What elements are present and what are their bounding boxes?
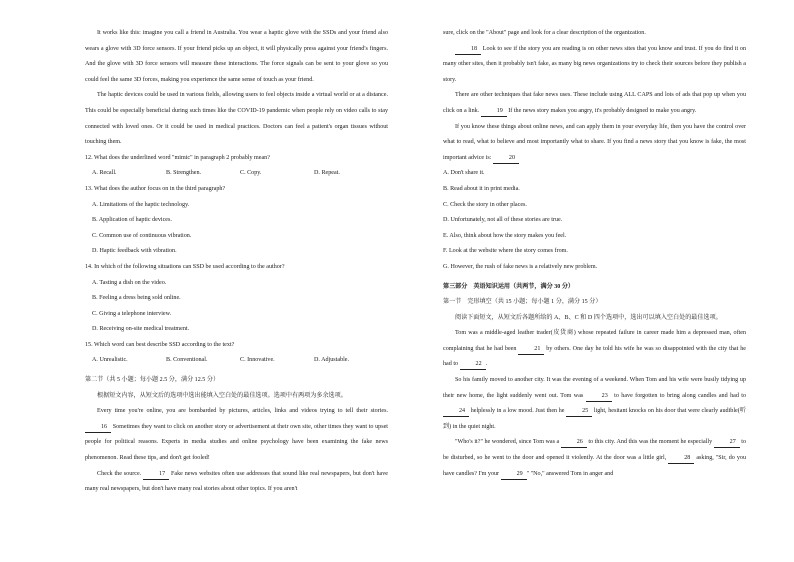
passage-paragraph: Every time you're online, you are bombarded by pictures, articles, links and videos trying to tell their stories. 16 Sometimes they want to click on another story or advertisement at their own site, other times they want to upset people for political reasons. Experts in media studies and online psychology have been examining the fake news phenomenon. Read these tips, and don't get fooled! (85, 408, 389, 462)
option-c: C. Common use of continuous vibration. (92, 232, 192, 239)
option-b: B. Application of haptic devices. (92, 217, 172, 224)
option-b: B. Conventional. (166, 357, 208, 364)
option-item: C. Check the story in other places. (443, 201, 527, 208)
question-12 (85, 151, 388, 182)
option-a: A. Tasting a dish on the video. (92, 279, 167, 286)
option-d: D. Repeat. (314, 170, 340, 177)
option-d: D. Receiving on-site medical treatment. (92, 326, 190, 333)
question-13 (85, 182, 388, 260)
option-item: D. Unfortunately, not all of these stories are true. (443, 217, 563, 224)
passage-paragraph: 18 Look to see if the story you are reading is on other news sites that you know and trust. If you do find it on many other sites, then it probably isn't fake, as many big news organizations try to check their sources before they publish a story. (443, 45, 746, 83)
option-d: D. Haptic feedback with vibration. (92, 248, 177, 255)
option-c: C. Copy. (240, 170, 262, 177)
cloze-paragraph: "Who's it?" he wondered, since Tom was a 26 to this city. And this was the moment he especially 27 to be disturbed, so he went to the door and opened it violently. At the door was a little girl, 28 asking, "Sir, do you have candles? I'm your 29 " "No," answered Tom in anger and (443, 435, 746, 482)
section-title: 第一节 完形填空（共 15 小题；每小题 1 分，满分 15 分） (443, 299, 602, 306)
passage-paragraph: There are other techniques that fake news uses. These include using ALL CAPS and lots of ads that pop up when you click on a link. 19 If the news story makes you angry, it's probably designed to make you angry. (443, 88, 746, 119)
option-b: B. Strengthen. (166, 170, 202, 177)
blank-16: 16 (85, 423, 111, 433)
blank-27: 27 (714, 438, 740, 448)
option-c: C. Innovative. (240, 357, 275, 364)
blank-18: 18 (455, 45, 481, 55)
question-stem: 15. Which word can best describe SSD according to the text? (85, 341, 235, 348)
section-instructions: 根据短文内容，从短文后的选项中选出能填入空白处的最佳选项。选项中有两项为多余选项。 (97, 392, 347, 399)
blank-25: 25 (566, 407, 592, 417)
option-d: D. Adjustable. (314, 357, 350, 364)
passage-paragraph: Check the source. 17 Fake news websites often use addresses that sound like real newspapers, but don't have many real newspapers, but don't have many real stories about other topics. If you aren't (85, 470, 388, 493)
option-item: B. Read about it in print media. (443, 185, 520, 192)
question-options (85, 353, 388, 369)
option-item: F. Look at the website where the story comes from. (443, 248, 568, 255)
part-title: 第三部分 英语知识运用（共两节，满分 30 分） (443, 283, 575, 290)
option-list (443, 166, 746, 275)
blank-23: 23 (586, 392, 612, 402)
question-15 (85, 338, 388, 369)
option-c: C. Giving a telephone interview. (92, 310, 172, 317)
blank-26: 26 (561, 438, 587, 448)
option-item: G. However, the rush of fake news is a relatively new problem. (443, 263, 598, 270)
option-item: E. Also, think about how the story makes you feel. (443, 232, 567, 239)
cloze-paragraph: So his family moved to another city. It was the evening of a weekend. When Tom and his wife were busily tidying up their new home, the light suddenly went out. Tom was 23 to have forgotten to bring along candles and had to 24 helplessly in a low mood. Just then he 25 light, hesitant knocks on his door that were clearly audible(听到) in the quiet night. (443, 377, 747, 430)
passage-paragraph: If you know these things about online news, and can apply them in your everyday life, then you have the control over what to read, what to believe and most importantly what to share. If you find a news story that you know is fake, the most important advice is: 20 (443, 120, 746, 167)
cloze-paragraph: Tom was a middle-aged leather trader(皮货商) whose repeated failure in career made him a depressed man, often complaining that he had been 21 by others. One day he told his wife he was so disappointed with the city that he had to 22 . (443, 326, 746, 373)
question-stem: 14. In which of the following situations can SSD be used according to the author? (85, 263, 285, 270)
passage-continuation: sure, click on the "About" page and look for a clear description of the organization. (443, 30, 646, 36)
option-a: A. Unrealistic. (92, 357, 128, 364)
section-title: 第二节（共 5 小题；每小题 2.5 分，满分 12.5 分） (85, 377, 220, 384)
right-column (443, 26, 746, 482)
left-column (85, 26, 388, 498)
blank-29: 29 (501, 470, 527, 480)
option-a: A. Limitations of the haptic technology. (92, 201, 190, 208)
blank-22: 22 (460, 360, 486, 370)
reading-paragraph: The haptic devices could be used in various fields, allowing users to feel objects inside a virtual world or at a distance. This could be especially beneficial during such times like the COVID-19 pandemic when people rely on video calls to stay connected with loved ones. Or it could be used in medical practices. Doctors can feel a patient's organ tissues without touching them. (85, 92, 388, 146)
section-instructions: 阅读下面短文，从短文后各题所给的 A、B、C 和 D 四个选项中，选出可以填入空白处的最佳选项。 (455, 314, 722, 321)
option-b: B. Feeling a dress being sold online. (92, 295, 181, 302)
question-stem: 12. What does the underlined word "mimic" in paragraph 2 probably mean? (85, 154, 270, 161)
question-stem: 13. What does the author focus on in the third paragraph? (85, 185, 226, 192)
blank-17: 17 (143, 470, 169, 480)
option-item: A. Don't share it. (443, 170, 485, 177)
reading-paragraph: It works like this: imagine you call a friend in Australia. You wear a haptic glove with the SSDs and your friend also wears a glove with 3D force sensors. If your friend picks up an object, it will physically press against your friend's fingers. And the glove with 3D force sensors will measure these interactions. The force signals can be sent to your glove so you could feel the same 3D forces, making you experience the same sense of touch as your friend. (85, 30, 388, 83)
question-14 (85, 260, 388, 338)
blank-19: 19 (481, 107, 507, 117)
question-options (85, 166, 388, 182)
blank-28: 28 (668, 454, 694, 464)
option-a: A. Recall. (92, 170, 117, 177)
blank-21: 21 (518, 345, 544, 355)
blank-20: 20 (493, 154, 519, 164)
blank-24: 24 (443, 407, 469, 417)
